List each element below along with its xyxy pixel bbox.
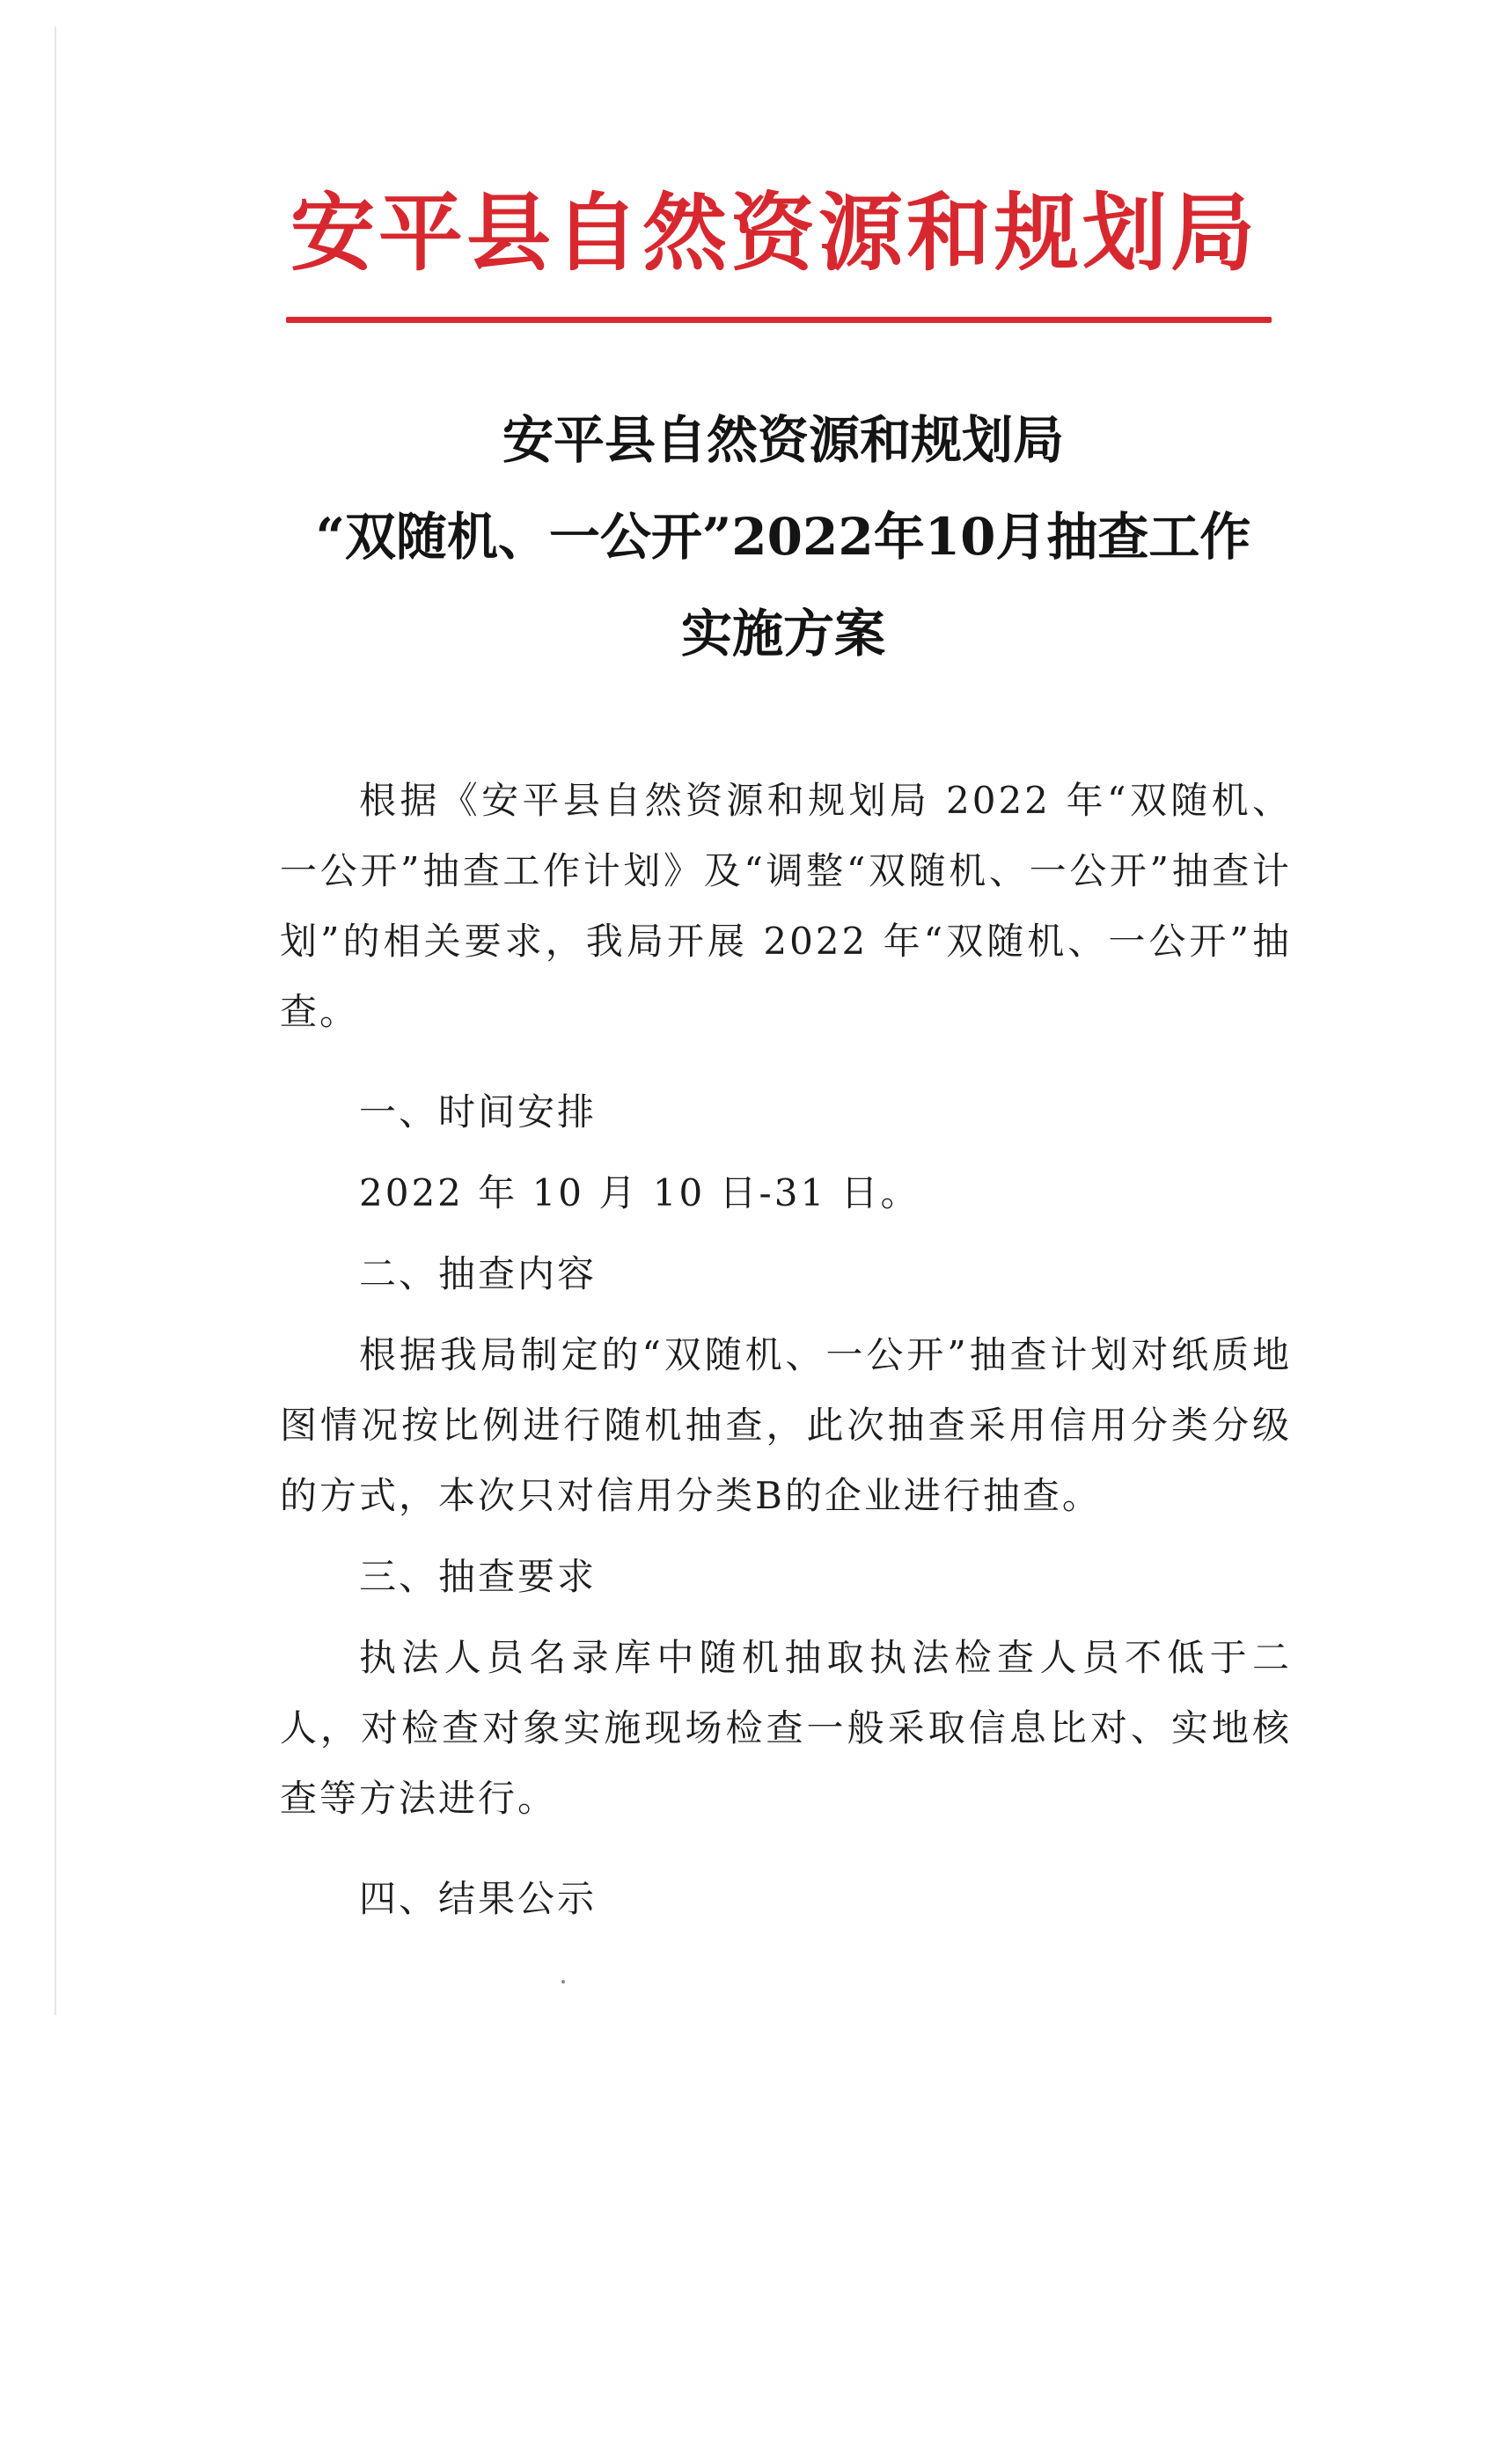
section-3-heading: 三、抽查要求 bbox=[359, 1555, 598, 1598]
section-2-content: 根据我局制定的“双随机、一公开”抽查计划对纸质地图情况按比例进行随机抽查，此次抽查采用信用分类分级的方式，本次只对信用分类B的企业进行抽查。 bbox=[280, 1333, 1292, 1517]
title-line-1: 安平县自然资源和规划局 bbox=[502, 410, 1064, 470]
title-line-3: 实施方案 bbox=[680, 604, 885, 664]
intro-paragraph: 根据《安平县自然资源和规划局 2022 年“双随机、一公开”抽查工作计划》及“调整“双随机、一公开”抽查计划”的相关要求，我局开展 2022 年“双随机、一公开”抽查。 bbox=[280, 779, 1292, 1033]
masthead-org-name: 安平县自然资源和规划局 bbox=[290, 184, 1258, 282]
document-body bbox=[280, 766, 1292, 1945]
scan-edge-line bbox=[55, 26, 56, 2015]
section-3-content: 执法人员名录库中随机抽取执法检查人员不低于二人，对检查对象实施现场检查一般采取信息比对、实地核查等方法进行。 bbox=[280, 1636, 1292, 1820]
scan-speck bbox=[561, 1980, 565, 1984]
section-1-heading: 一、时间安排 bbox=[359, 1090, 598, 1133]
document-title bbox=[220, 392, 1346, 682]
section-1-content: 2022 年 10 月 10 日-31 日。 bbox=[359, 1171, 920, 1214]
title-line-2: “双随机、一公开”2022年10月抽查工作 bbox=[315, 507, 1251, 567]
masthead-red-rule bbox=[286, 317, 1272, 323]
section-4-heading: 四、结果公示 bbox=[359, 1877, 598, 1920]
section-2-heading: 二、抽查内容 bbox=[359, 1252, 598, 1295]
